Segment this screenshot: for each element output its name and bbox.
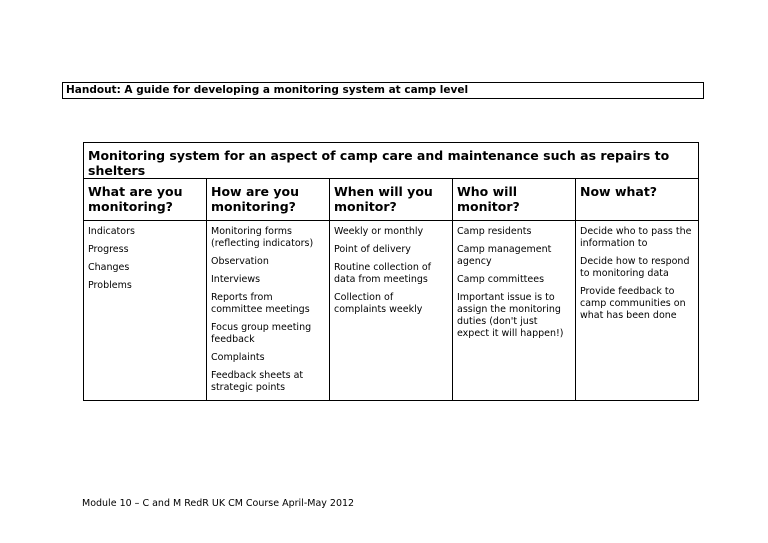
cell-how	[207, 221, 330, 401]
list-item: Camp residents	[457, 226, 532, 237]
table-header-row	[84, 179, 699, 221]
cell-what	[84, 221, 207, 401]
list-item: Collection of complaints weekly	[334, 292, 423, 315]
table-body-row	[84, 221, 699, 401]
column-header-who: Who will monitor?	[453, 179, 576, 221]
list-item: Camp committees	[457, 274, 545, 285]
handout-title: Handout: A guide for developing a monitoring system at camp level	[62, 82, 704, 99]
page-footer: Module 10 – C and M RedR UK CM Course April-May 2012	[82, 498, 355, 509]
cell-now-what	[576, 221, 699, 401]
cell-who	[453, 221, 576, 401]
list-item: Indicators	[88, 226, 135, 237]
list-item: Progress	[88, 244, 129, 255]
list-item: Point of delivery	[334, 244, 411, 255]
list-item: Important issue is to assign the monitoring duties (don't just expect it will happen!)	[457, 292, 564, 339]
list-item: Focus group meeting feedback	[211, 322, 312, 345]
list-item: Decide who to pass the information to	[580, 226, 692, 249]
list-item: Observation	[211, 256, 269, 267]
list-item: Feedback sheets at strategic points	[211, 370, 304, 393]
cell-when	[330, 221, 453, 401]
list-item: Interviews	[211, 274, 261, 285]
list-item: Reports from committee meetings	[211, 292, 310, 315]
list-item: Complaints	[211, 352, 265, 363]
column-header-what: What are you monitoring?	[84, 179, 207, 221]
monitoring-system-table	[83, 142, 699, 401]
column-header-when: When will you monitor?	[330, 179, 453, 221]
list-item: Problems	[88, 280, 132, 291]
table-title-row	[84, 143, 699, 179]
list-item: Routine collection of data from meetings	[334, 262, 432, 285]
list-item: Decide how to respond to monitoring data	[580, 256, 690, 279]
list-item: Provide feedback to camp communities on what has been done	[580, 286, 686, 321]
list-item: Camp management agency	[457, 244, 552, 267]
list-item: Weekly or monthly	[334, 226, 424, 237]
table-title: Monitoring system for an aspect of camp care and maintenance such as repairs to shelters	[84, 143, 699, 179]
column-header-now-what: Now what?	[576, 179, 699, 221]
column-header-how: How are you monitoring?	[207, 179, 330, 221]
list-item: Monitoring forms (reflecting indicators)	[211, 226, 314, 249]
list-item: Changes	[88, 262, 130, 273]
